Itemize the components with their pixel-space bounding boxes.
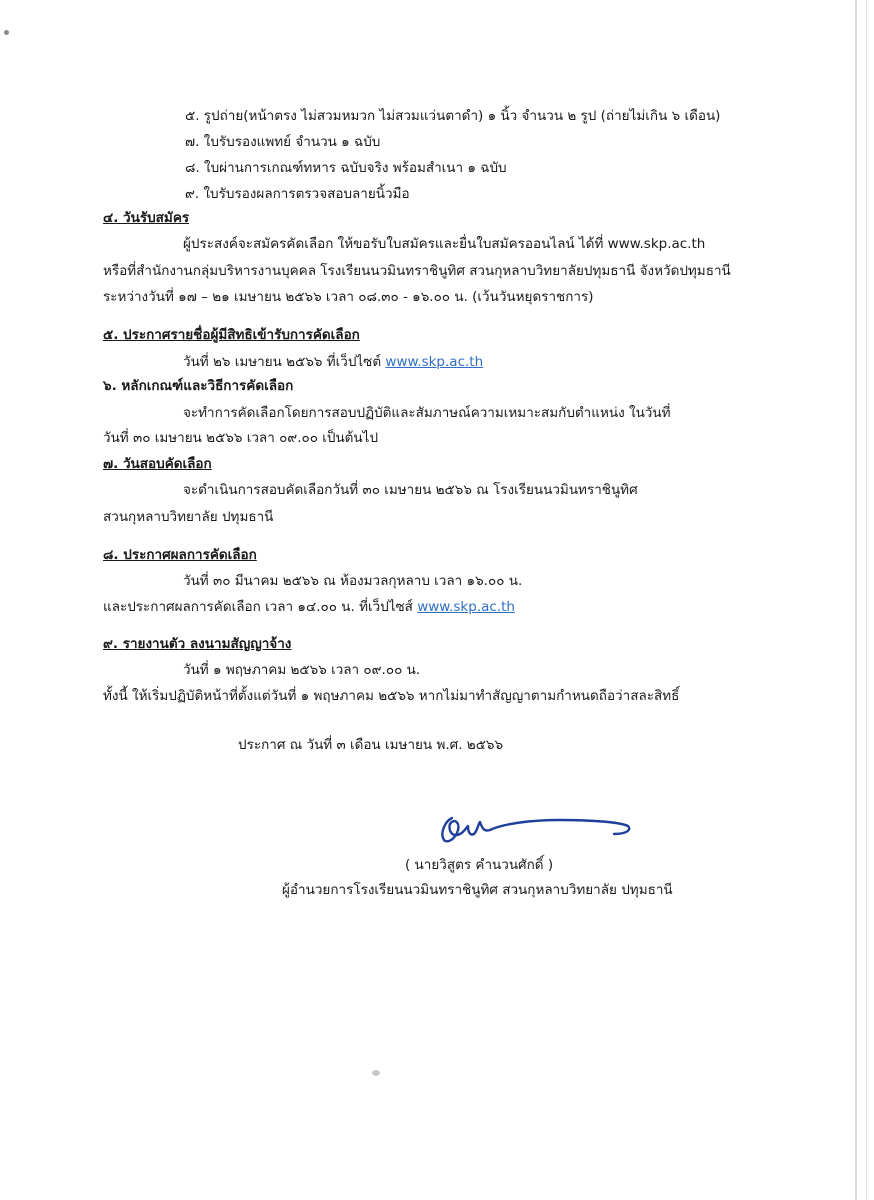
item-fingerprint-cert: ๙. ใบรับรองผลการตรวจสอบลายนิ้วมือ	[185, 186, 410, 202]
scan-speck	[4, 30, 9, 35]
section-5-text: วันที่ ๒๖ เมษายน ๒๕๖๖ ที่เว็ปไซต์	[183, 354, 386, 370]
section-8-text: และประกาศผลการคัดเลือก เวลา ๑๔.๐๐ น. ที่เว็ปไซส์	[103, 599, 418, 615]
section-4-line1: ผู้ประสงค์จะสมัครคัดเลือก ให้ขอรับใบสมัครและยื่นใบสมัครออนไลน์ ได้ที่ www.skp.ac.th	[183, 236, 706, 252]
section-4-line3: ระหว่างวันที่ ๑๗ – ๒๑ เมษายน ๒๕๖๖ เวลา ๐๘.๓๐ - ๑๖.๐๐ น. (เว้นวันหยุดราชการ)	[103, 289, 594, 305]
scan-speck	[372, 1070, 380, 1076]
scan-edge-inner	[866, 0, 867, 1200]
item-photo: ๕. รูปถ่าย(หน้าตรง ไม่สวมหมวก ไม่สวมแว่นตาดำ) ๑ นิ้ว จำนวน ๒ รูป (ถ่ายไม่เกิน ๖ เดือน)	[185, 108, 721, 124]
section-4-line2: หรือที่สำนักงานกลุ่มบริหารงานบุคคล โรงเรียนนวมินทราชินูทิศ สวนกุหลาบวิทยาลัยปทุมธานี จังหวัดปทุมธานี	[103, 263, 731, 279]
section-5-line1	[183, 352, 483, 372]
section-9-heading: ๙. รายงานตัว ลงนามสัญญาจ้าง	[103, 636, 292, 652]
item-military-doc: ๘. ใบผ่านการเกณฑ์ทหาร ฉบับจริง พร้อมสำเนา ๑ ฉบับ	[185, 160, 507, 176]
section-6-line1: จะทำการคัดเลือกโดยการสอบปฏิบัติและสัมภาษณ์ความเหมาะสมกับตำแหน่ง ในวันที่	[183, 405, 671, 421]
website-link[interactable]: www.skp.ac.th	[417, 599, 515, 615]
website-link[interactable]: www.skp.ac.th	[385, 354, 484, 370]
scan-edge	[855, 0, 857, 1200]
signature	[430, 808, 635, 856]
section-7-heading: ๗. วันสอบคัดเลือก	[103, 456, 212, 472]
section-4-heading: ๔. วันรับสมัคร	[103, 210, 190, 226]
section-9-line1: วันที่ ๑ พฤษภาคม ๒๕๖๖ เวลา ๐๙.๐๐ น.	[183, 662, 421, 678]
signer-title: ผู้อำนวยการโรงเรียนนวมินทราชินูทิศ สวนกุหลาบวิทยาลัย ปทุมธานี	[282, 882, 673, 898]
section-5-heading: ๕. ประกาศรายชื่อผู้มีสิทธิเข้ารับการคัดเลือก	[103, 327, 360, 343]
section-7-line2: สวนกุหลาบวิทยาลัย ปทุมธานี	[103, 509, 274, 525]
section-7-line1: จะดำเนินการสอบคัดเลือกวันที่ ๓๐ เมษายน ๒๕๖๖ ณ โรงเรียนนวมินทราชินูทิศ	[183, 482, 638, 498]
item-medical-cert: ๗. ใบรับรองแพทย์ จำนวน ๑ ฉบับ	[185, 134, 381, 150]
section-8-heading: ๘. ประกาศผลการคัดเลือก	[103, 547, 257, 563]
section-6-heading: ๖. หลักเกณฑ์และวิธีการคัดเลือก	[103, 378, 294, 394]
section-6-line2: วันที่ ๓๐ เมษายน ๒๕๖๖ เวลา ๐๙.๐๐ เป็นต้นไป	[103, 430, 379, 446]
section-9-line2: ทั้งนี้ ให้เริ่มปฏิบัติหน้าที่ตั้งแต่วันที่ ๑ พฤษภาคม ๒๕๖๖ หากไม่มาทำสัญญาตามกำหนดถือว่าสละสิทธิ์	[103, 688, 680, 704]
section-8-line2	[103, 597, 515, 617]
signer-name: ( นายวิสูตร คำนวนศักดิ์ )	[405, 857, 554, 873]
announcement-date: ประกาศ ณ วันที่ ๓ เดือน เมษายน พ.ศ. ๒๕๖๖	[238, 737, 504, 753]
section-8-line1: วันที่ ๓๐ มีนาคม ๒๕๖๖ ณ ห้องมวลกุหลาบ เวลา ๑๖.๐๐ น.	[183, 573, 523, 589]
